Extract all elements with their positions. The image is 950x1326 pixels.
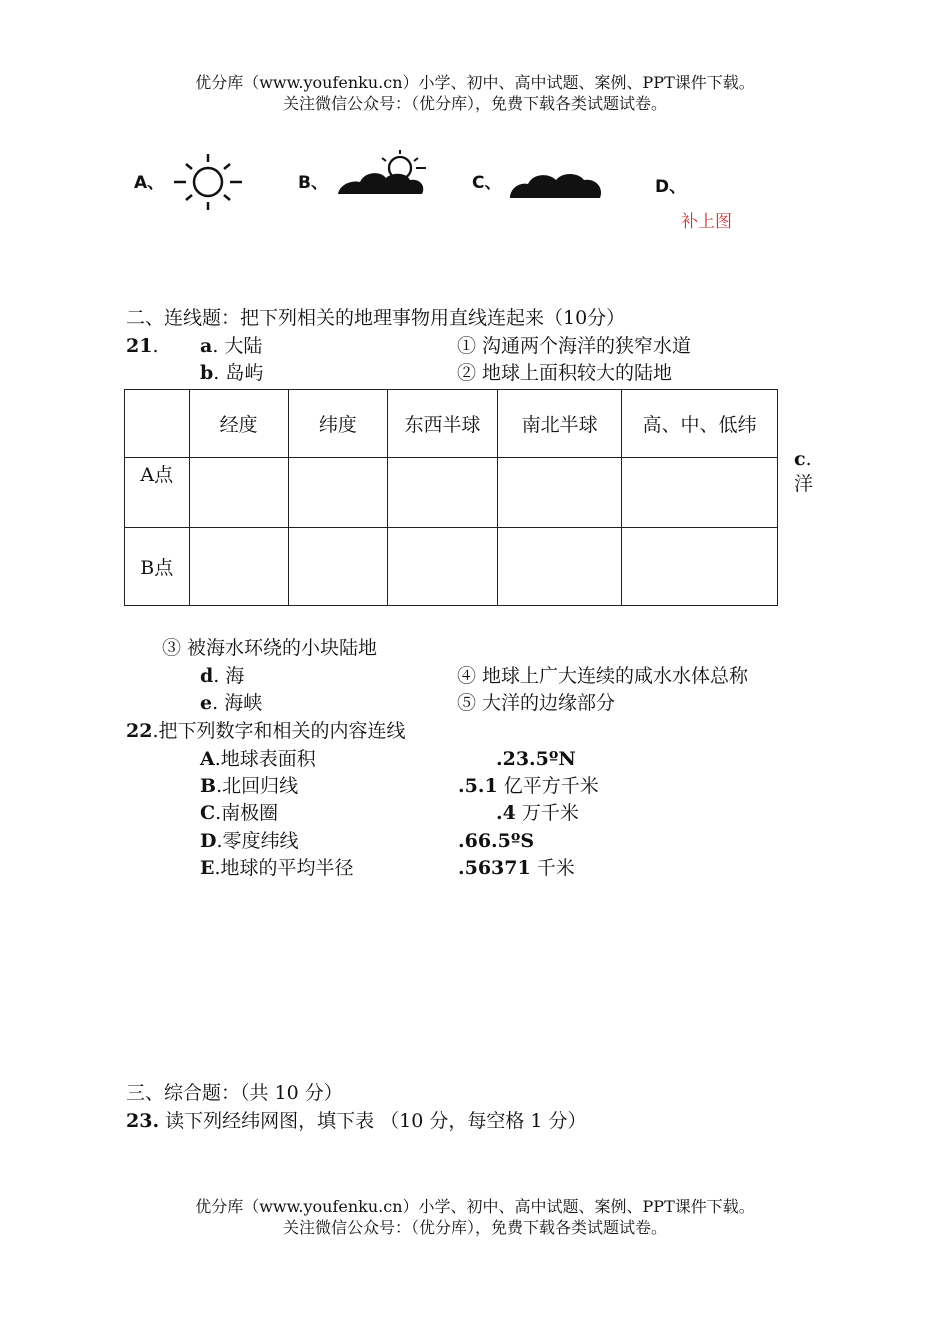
q21-desc-1: ① 沟通两个海洋的狭窄水道 (457, 335, 692, 357)
table-corner-cell (125, 390, 190, 458)
coordinates-table (124, 389, 778, 606)
q22-value-1: .23.5ºN (496, 748, 576, 770)
q21-number: 21. (126, 335, 159, 357)
page-footer-line1: 优分库（www.youfenku.cn）小学、初中、高中试题、案例、PPT课件下载。 (195, 1197, 755, 1216)
option-b-label: B、 (298, 173, 328, 193)
row-label-b: B点 (125, 528, 190, 606)
q22-item-b: B.北回归线 (200, 775, 299, 797)
q21-item-c: c. (794, 448, 812, 470)
option-a-label: A、 (134, 173, 165, 193)
q21-item-e: e. 海峡 (200, 692, 263, 714)
q22-item-e: E.地球的平均半径 (200, 857, 354, 879)
cloud-icon (506, 160, 606, 204)
q21-desc-3: ③ 被海水环绕的小块陆地 (162, 637, 378, 659)
q21-item-b: b. 岛屿 (200, 362, 264, 384)
table-row (125, 458, 778, 528)
option-d-label: D、 (655, 177, 687, 197)
table-cell[interactable] (189, 528, 288, 606)
page-footer-line2: 关注微信公众号：（优分库），免费下载各类试题试卷。 (282, 1218, 667, 1237)
sun-behind-cloud-icon (334, 148, 434, 202)
header-latitude-zone: 高、中、低纬 (622, 390, 778, 458)
q22-value-5: .56371 千米 (458, 857, 575, 879)
table-cell[interactable] (498, 528, 622, 606)
header-north-south-hemisphere: 南北半球 (498, 390, 622, 458)
table-cell[interactable] (288, 528, 387, 606)
section3-title: 三、综合题：（共 10 分） (126, 1082, 343, 1104)
q22-title: 22.把下列数字和相关的内容连线 (126, 720, 406, 742)
supplement-note: 补上图 (681, 212, 732, 232)
table-row (125, 528, 778, 606)
table-cell[interactable] (388, 458, 498, 528)
q21-item-a: a. 大陆 (200, 335, 263, 357)
q21-desc-2: ② 地球上面积较大的陆地 (457, 362, 673, 384)
table-cell[interactable] (189, 458, 288, 528)
q21-desc-4: ④ 地球上广大连续的咸水水体总称 (457, 665, 749, 687)
page-header-line2: 关注微信公众号：（优分库），免费下载各类试题试卷。 (282, 94, 667, 113)
q23-prompt: 23. 读下列经纬网图，填下表 （10 分，每空格 1 分） (126, 1110, 587, 1132)
header-east-west-hemisphere: 东西半球 (388, 390, 498, 458)
table-cell[interactable] (498, 458, 622, 528)
section2-title: 二、连线题：把下列相关的地理事物用直线连起来（10分） (126, 307, 626, 329)
q21-item-c-text: 洋 (794, 473, 814, 495)
q22-item-a: A.地球表面积 (200, 748, 316, 770)
header-longitude: 经度 (189, 390, 288, 458)
page-header-line1: 优分库（www.youfenku.cn）小学、初中、高中试题、案例、PPT课件下载。 (195, 73, 755, 92)
q21-item-d: d. 海 (200, 665, 245, 687)
table-cell[interactable] (388, 528, 498, 606)
table-cell[interactable] (622, 528, 778, 606)
table-header-row (125, 390, 778, 458)
q22-value-3: .4 万千米 (496, 802, 579, 824)
table-cell[interactable] (288, 458, 387, 528)
q22-item-d: D.零度纬线 (200, 830, 299, 852)
header-latitude: 纬度 (288, 390, 387, 458)
table-cell[interactable] (622, 458, 778, 528)
q21-desc-5: ⑤ 大洋的边缘部分 (457, 692, 616, 714)
q22-value-4: .66.5ºS (458, 830, 535, 852)
sun-icon (170, 152, 250, 212)
option-c-label: C、 (472, 173, 502, 193)
q22-value-2: .5.1 亿平方千米 (458, 775, 599, 797)
row-label-a: A点 (125, 458, 190, 528)
q22-item-c: C.南极圈 (200, 802, 279, 824)
